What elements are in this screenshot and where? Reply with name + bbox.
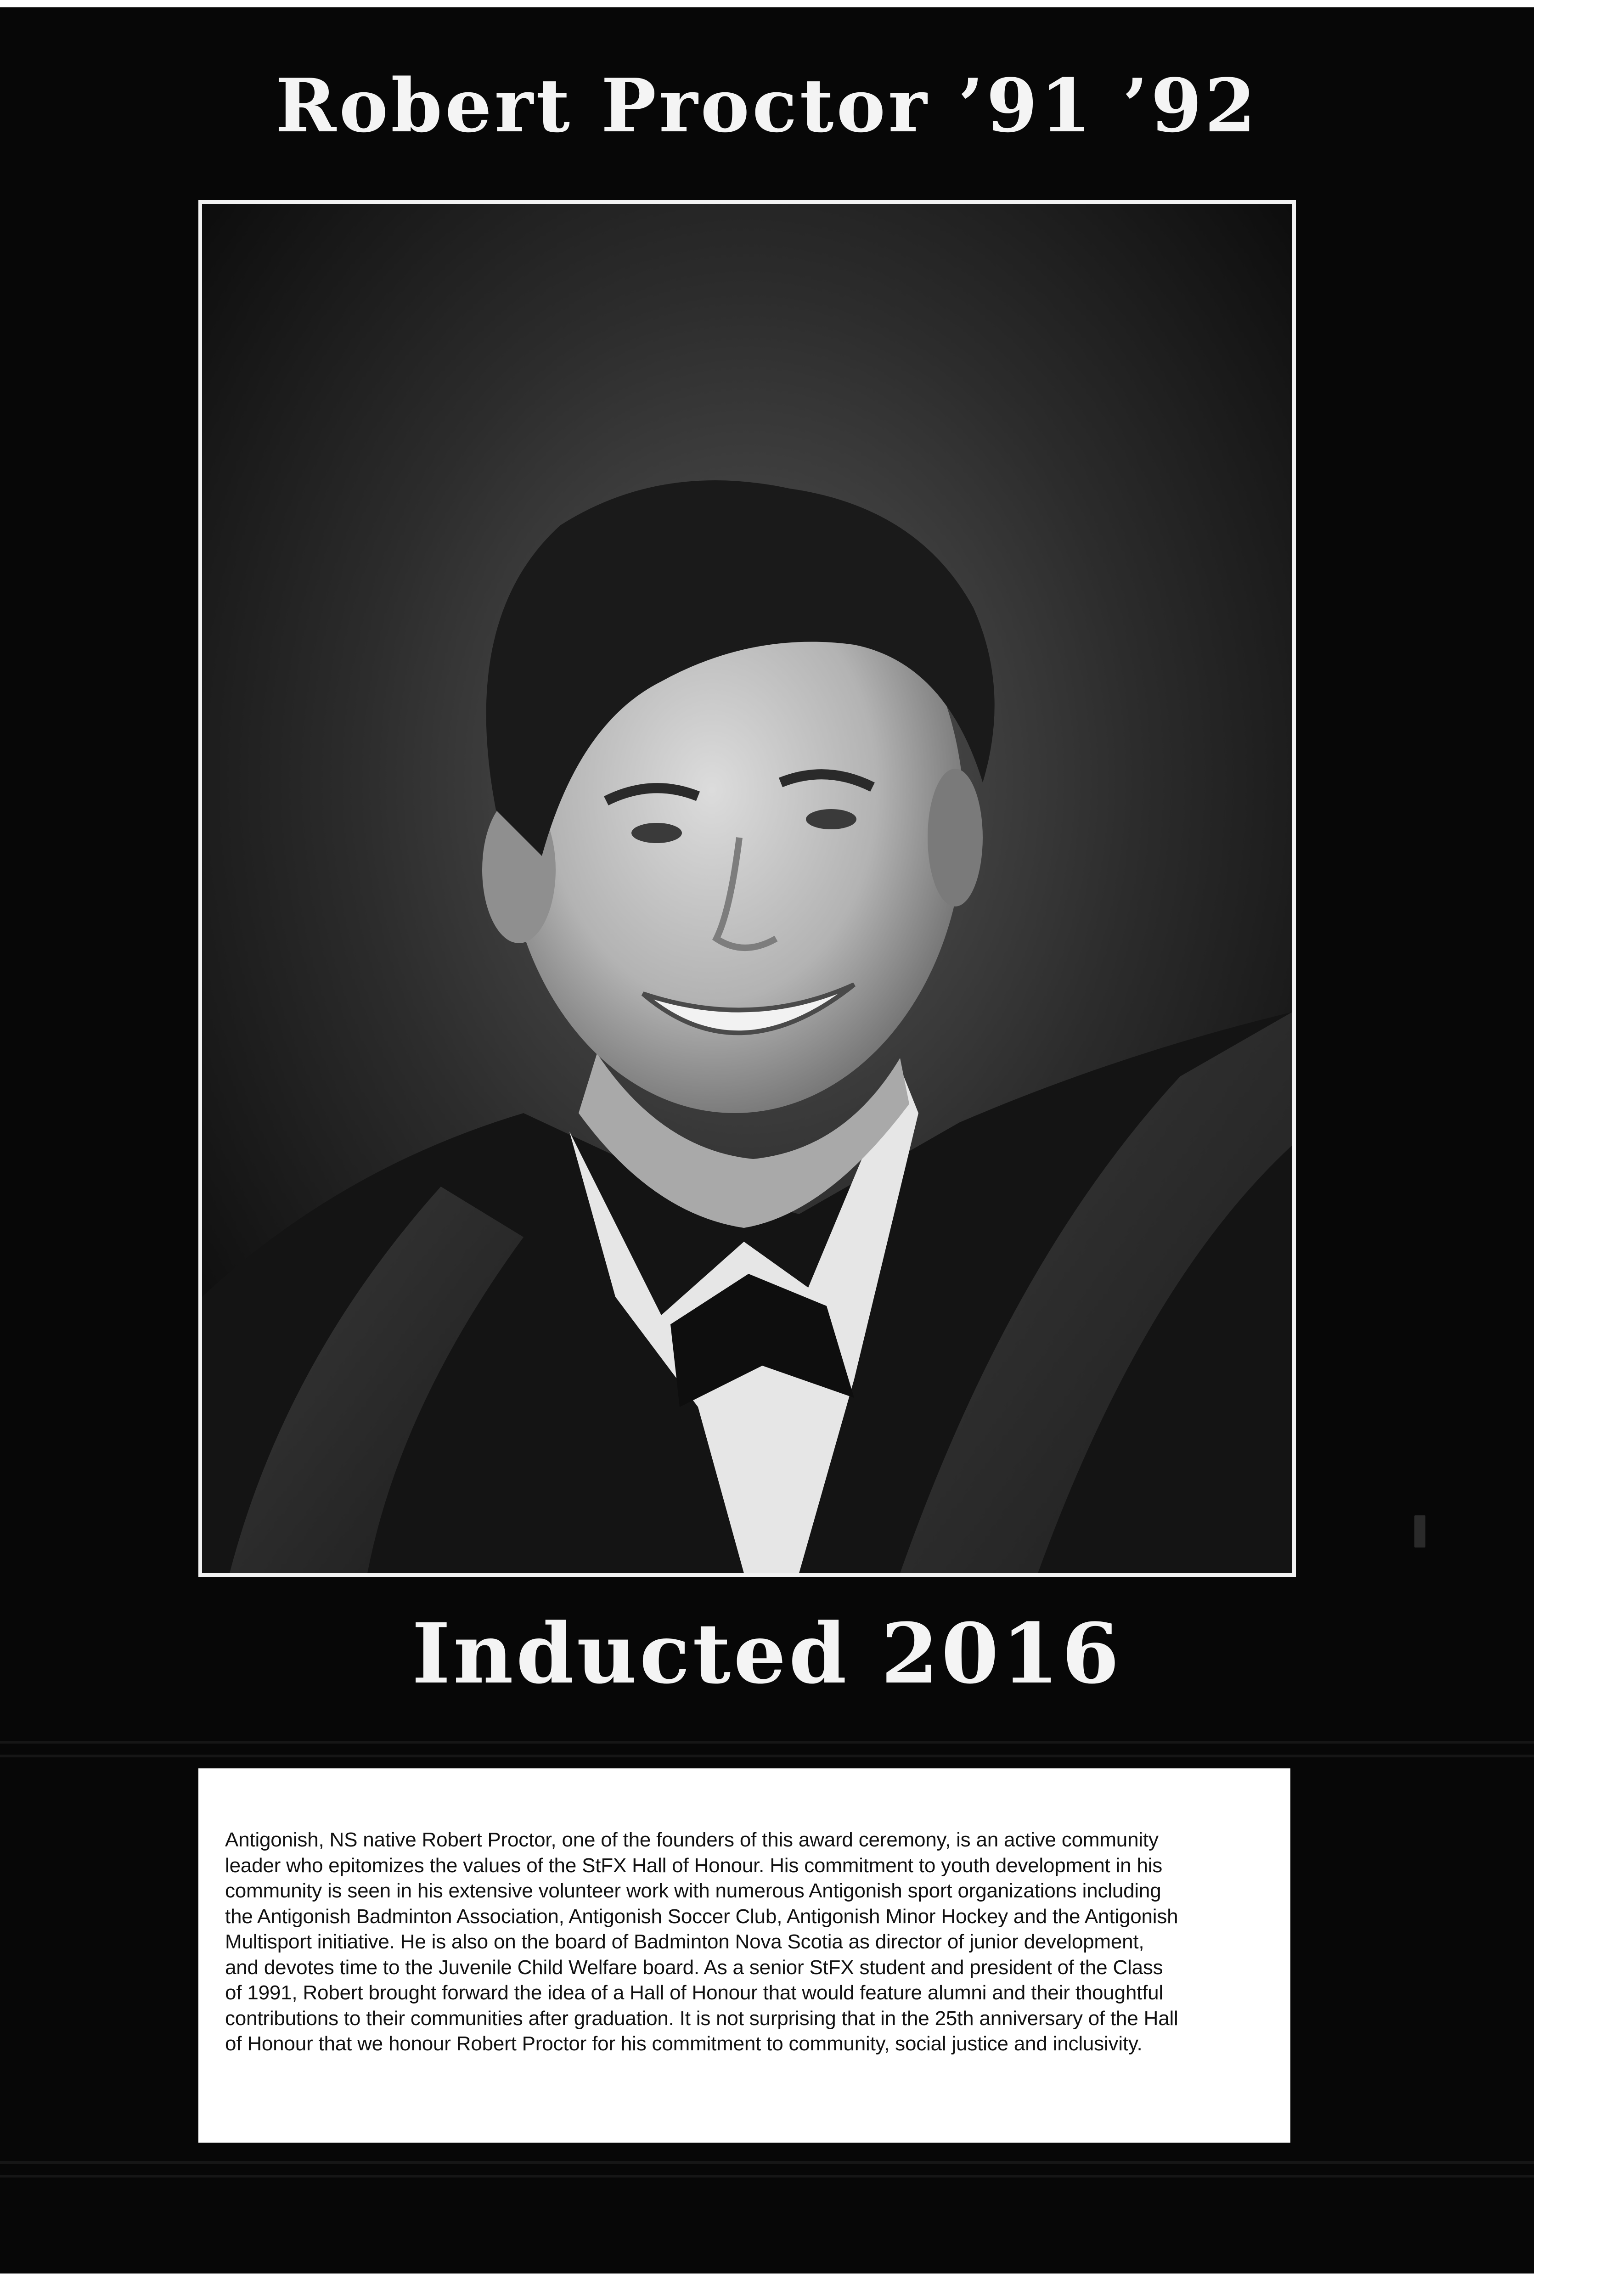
- induction-year-heading: Inducted 2016: [411, 1605, 1122, 1702]
- inductee-portrait: [198, 200, 1296, 1577]
- plaque-stripe: [0, 2175, 1534, 2178]
- hall-of-honour-plaque: [0, 7, 1534, 2273]
- plaque-stripe: [0, 2161, 1534, 2164]
- inductee-name-heading: Robert Proctor ’91 ’92: [275, 62, 1259, 149]
- portrait-photo: [202, 204, 1292, 1573]
- biography-panel: [198, 1768, 1290, 2143]
- plaque-stripe: [0, 1741, 1534, 1744]
- scan-speck: [1414, 1515, 1425, 1548]
- plaque-stripe: [0, 1755, 1534, 1757]
- biography-text: Antigonish, NS native Robert Proctor, one of the founders of this award ceremony, is an active community leader who epitomizes the values of the StFX Hall of Honour. His commitment to youth development in his community is seen in his extensive volunteer work with numerous Antigonish sport organizations including the Antigonish Badminton Association, Antigonish Soccer Club, Antigonish Minor Hockey and the Antigonish Multisport initiative. He is also on the board of Badminton Nova Scotia as director of junior development, and devotes time to the Juvenile Child Welfare board. As a senior StFX student and president of the Class of 1991, Robert brought forward the idea of a Hall of Honour that would feature alumni and their thoughtful contributions to their communities after graduation. It is not surprising that in the 25th anniversary of the Hall of Honour that we honour Robert Proctor for his commitment to community, social justice and inclusivity.: [225, 1829, 1178, 2055]
